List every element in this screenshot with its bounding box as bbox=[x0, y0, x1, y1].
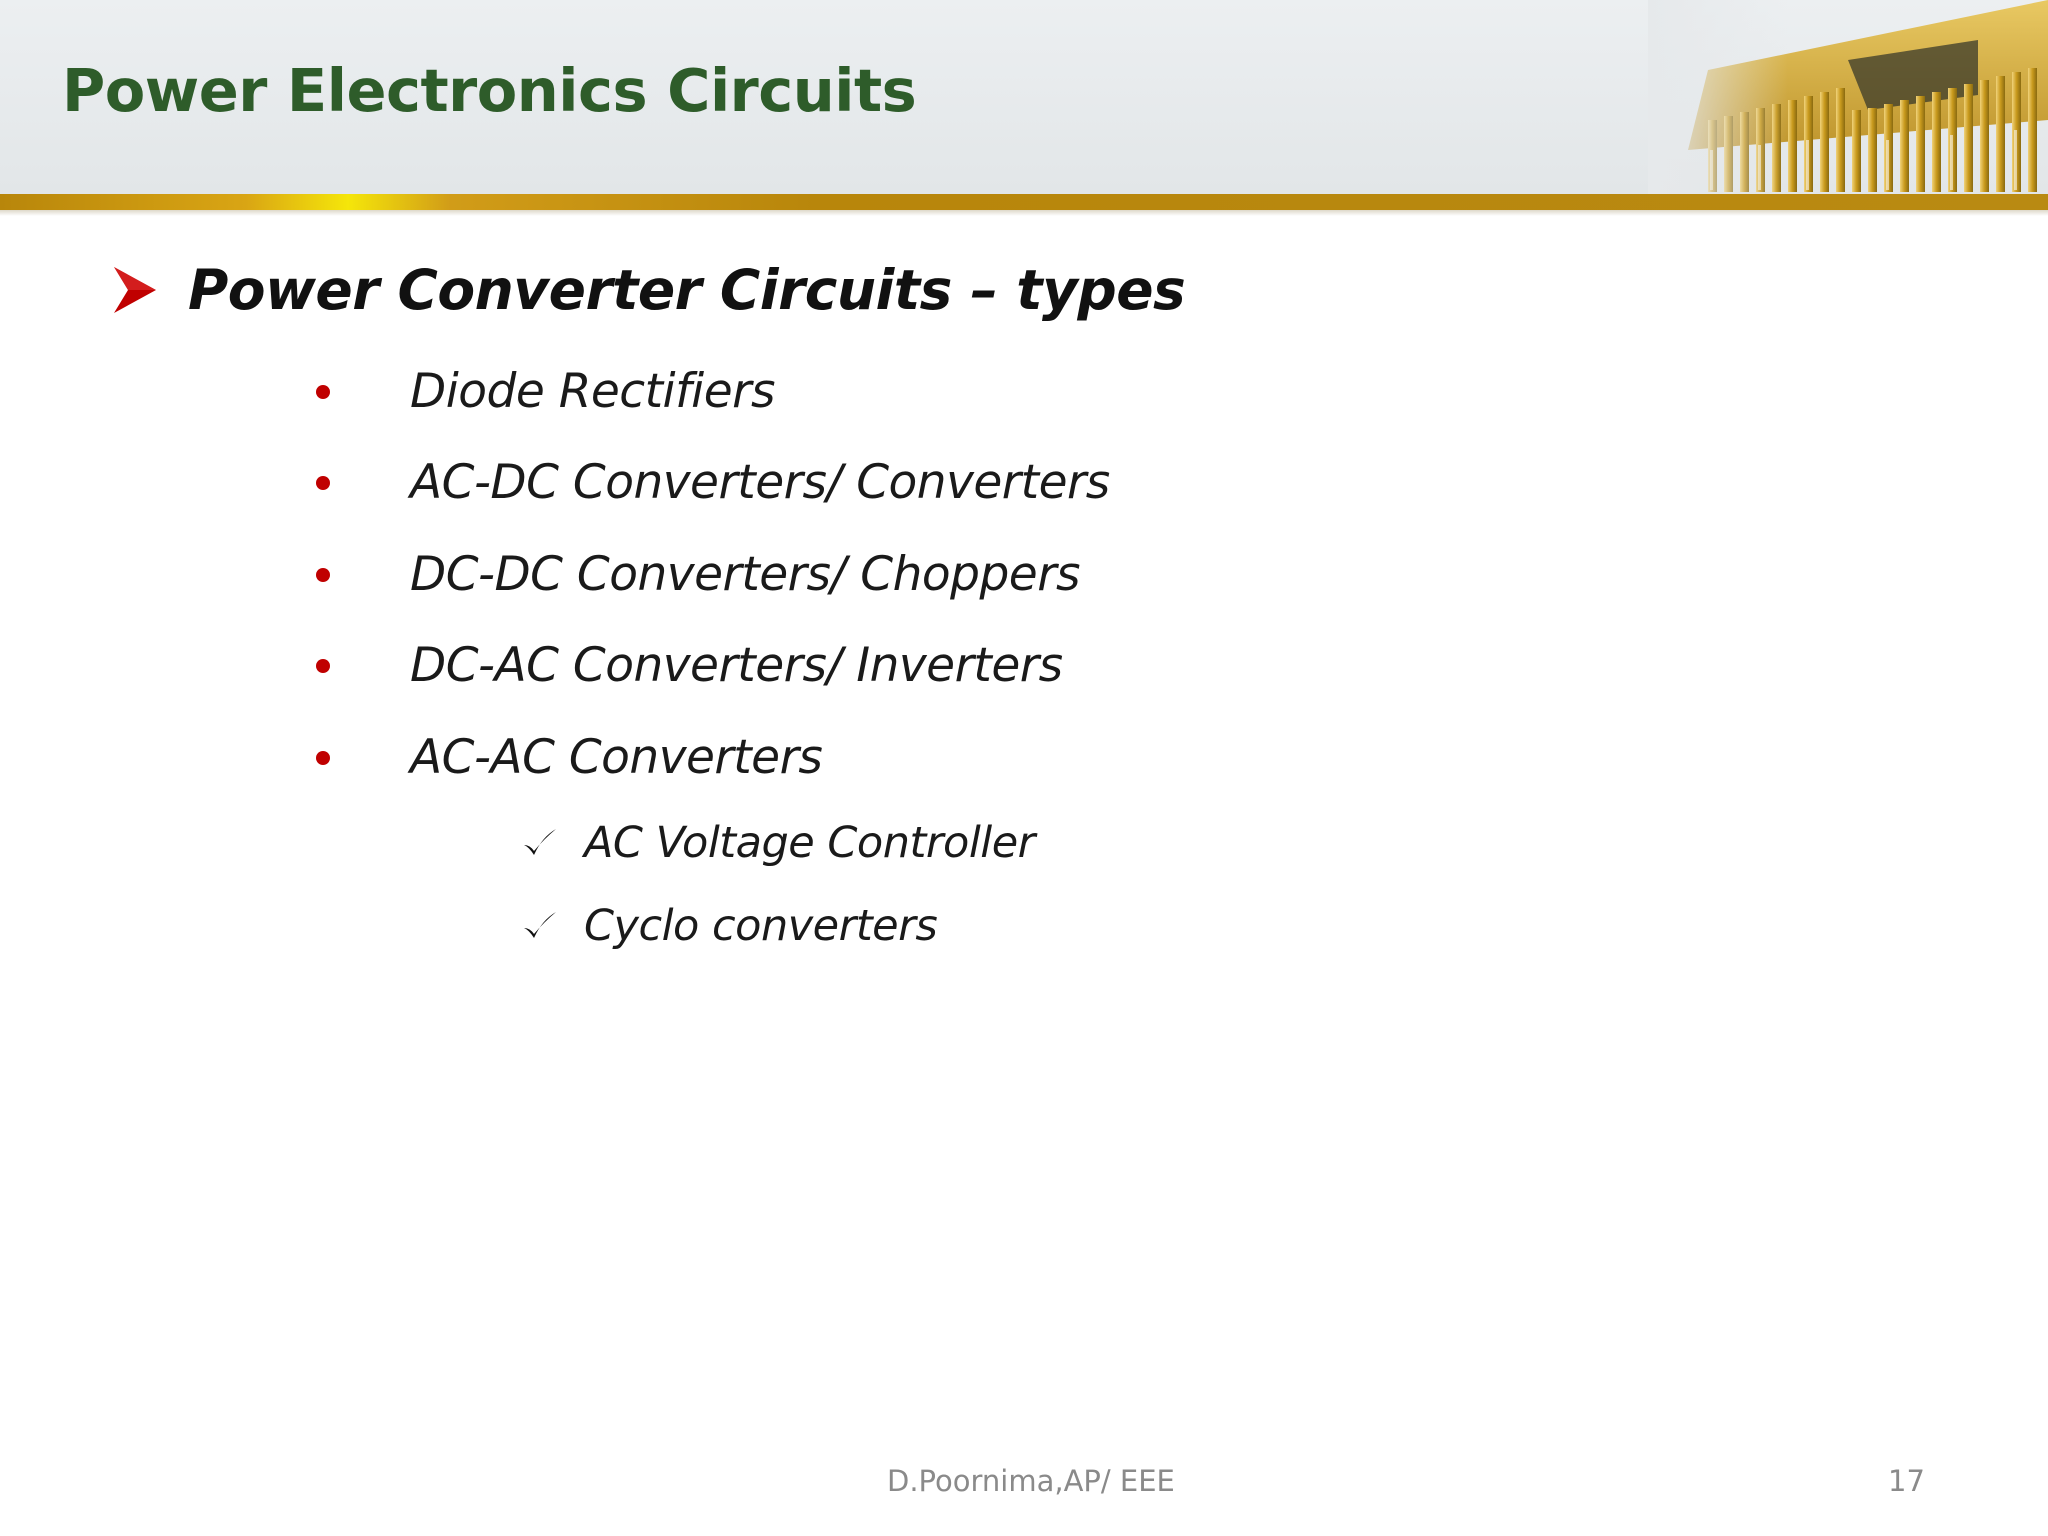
list-item-label: Diode Rectifiers bbox=[410, 364, 775, 419]
dot-icon bbox=[312, 564, 334, 586]
check-icon bbox=[520, 906, 560, 946]
arrowhead-icon bbox=[112, 265, 158, 315]
heatsink-image bbox=[1648, 0, 2048, 200]
list-item bbox=[312, 364, 775, 419]
section-heading: Power Converter Circuits – types bbox=[188, 258, 1186, 322]
dot-icon bbox=[312, 381, 334, 403]
dot-icon bbox=[312, 747, 334, 769]
list-item bbox=[312, 455, 1110, 510]
footer-author: D.Poornima,AP/ EEE bbox=[887, 1464, 1175, 1498]
sub-list-item-label: Cyclo converters bbox=[584, 901, 938, 951]
page-number: 17 bbox=[1888, 1464, 1925, 1498]
list-item bbox=[312, 638, 1063, 693]
heading-row bbox=[112, 258, 1185, 322]
list-item-label: DC-AC Converters/ Inverters bbox=[410, 638, 1063, 693]
sub-list-item bbox=[520, 818, 1035, 868]
check-icon bbox=[520, 823, 560, 863]
dot-icon bbox=[312, 655, 334, 677]
header-rule-shadow bbox=[0, 210, 2048, 216]
sub-list-item-label: AC Voltage Controller bbox=[584, 818, 1035, 868]
dot-icon bbox=[312, 472, 334, 494]
list-item bbox=[312, 730, 822, 785]
list-item-label: AC-AC Converters bbox=[410, 730, 823, 785]
list-item-label: DC-DC Converters/ Choppers bbox=[410, 547, 1081, 602]
sub-list-item bbox=[520, 901, 937, 951]
list-item-label: AC-DC Converters/ Converters bbox=[410, 455, 1110, 510]
list-item bbox=[312, 547, 1080, 602]
slide-title: Power Electronics Circuits bbox=[62, 56, 917, 125]
header-accent-rule bbox=[0, 194, 2048, 210]
